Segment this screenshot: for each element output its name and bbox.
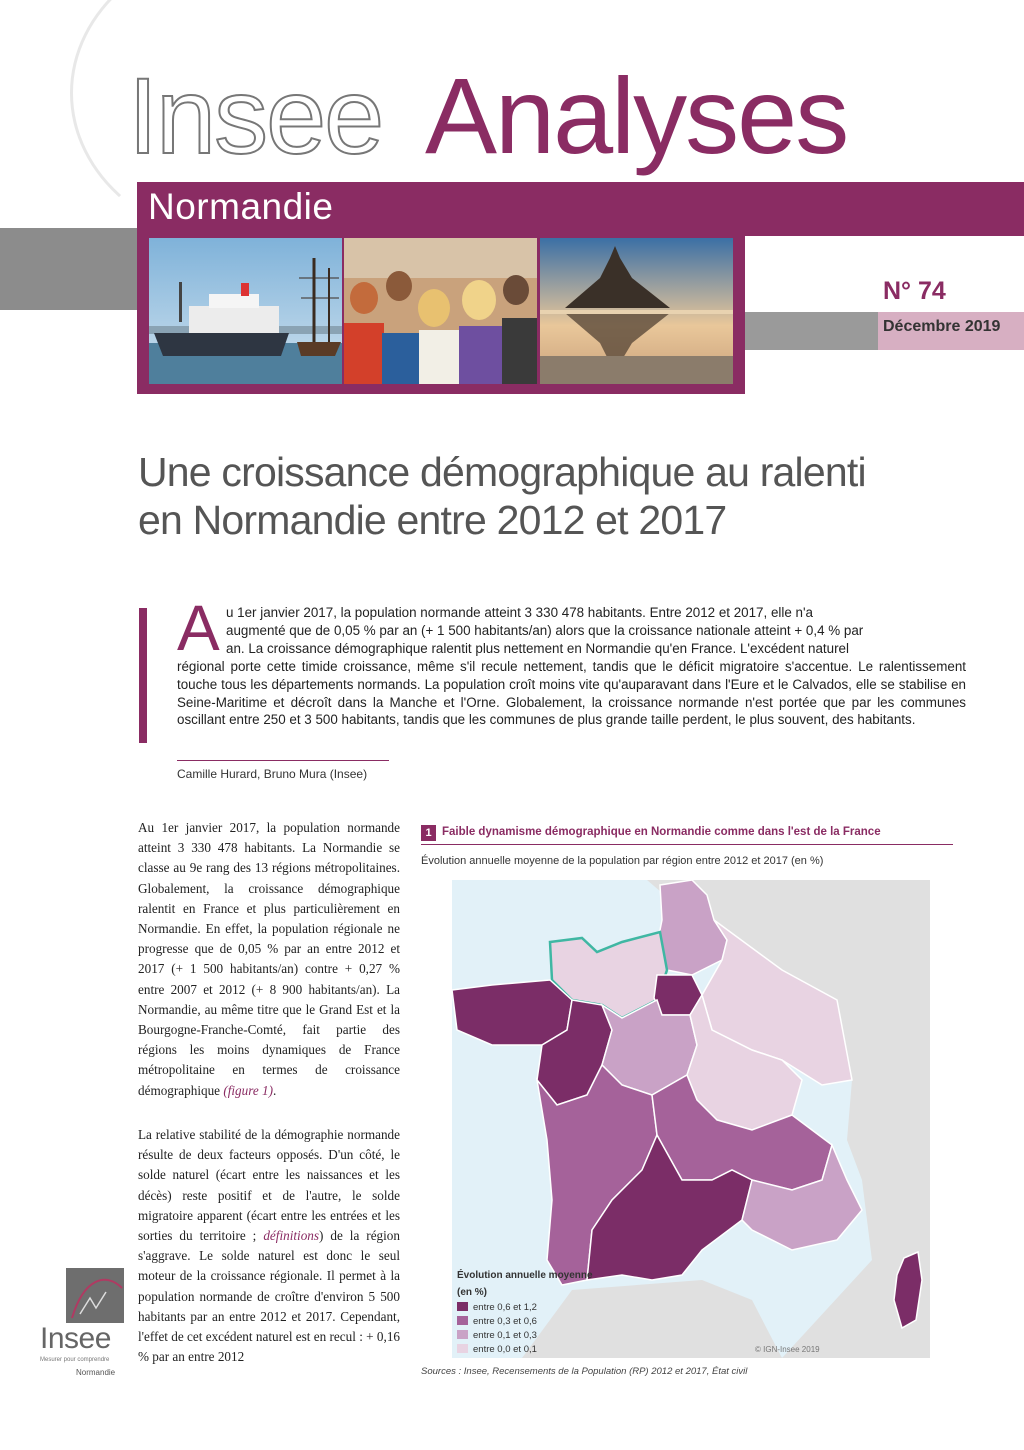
figure-title: Faible dynamisme démographique en Normandie comme dans l'est de la France <box>442 826 881 838</box>
body-paragraph-1 <box>138 818 400 1101</box>
france-regions-map <box>452 880 930 1358</box>
title-line-1: Une croissance démographique au ralenti <box>138 449 866 495</box>
body-p2-text: La relative stabilité de la démographie normande résulte de deux facteurs opposés. D'un côté, le solde naturel (écart entre les naissances et les décès) reste positif et de l'autre, le solde migratoire apparent (écart entre les entrées et les sorties du territoire ; <box>138 1127 400 1244</box>
author-line: Camille Hurard, Bruno Mura (Insee) <box>177 767 368 781</box>
region-bretagne <box>452 980 572 1045</box>
figure-title-rule <box>421 844 953 845</box>
legend-item <box>457 1316 537 1327</box>
body-p1-text: Au 1er janvier 2017, la population normande atteint 3 330 478 habitants. La Normandie se classe au 9e rang des 13 régions métropolitaines. Globalement, la croissance démographique ralentit en France et plus particulièrement en Normandie. En effet, la population régionale ne progresse que de 0,05 % par an entre 2012 et 2017 (+ 1 500 habitants/an) contre + 0,27 % entre 2007 et 2012 (+ 8 900 habitants/an). La Normandie, au même titre que le Grand Est et la Bourgogne-Franche-Comté, fait partie des régions les moins dynamiques de France métropolitaine en termes de croissance démographique <box>138 820 400 1098</box>
legend-unit: (en %) <box>457 1287 487 1298</box>
brand-insee: Insee <box>128 55 383 176</box>
insee-logo-mark <box>66 1268 124 1323</box>
crowd-photo <box>344 238 537 384</box>
mont-saint-michel-photo <box>540 238 733 384</box>
legend-swatch <box>457 1316 468 1325</box>
chapeau-dropcap: A <box>177 592 220 664</box>
legend-swatch <box>457 1302 468 1311</box>
legend-item <box>457 1344 537 1355</box>
title-line-2: en Normandie entre 2012 et 2017 <box>138 497 727 543</box>
insee-logo-word: Insee <box>40 1322 111 1355</box>
chapeau-line-3: an. La croissance démographique ralentit plus nettement en Normandie qu'en France. L'excédent naturel <box>226 641 849 656</box>
legend-label: entre 0,6 et 1,2 <box>473 1302 537 1313</box>
issue-date: Décembre 2019 <box>883 318 1001 335</box>
figure-number: 1 <box>421 825 436 841</box>
legend-item <box>457 1330 537 1341</box>
figure-subtitle: Évolution annuelle moyenne de la population par région entre 2012 et 2017 (en %) <box>421 855 824 867</box>
body-p1-end: . <box>273 1082 277 1098</box>
chapeau-rest: régional porte cette timide croissance, même s'il recule nettement, tandis que le déficit migratoire s'accentue. Le ralentissement touche tous les départements normands. La population croît moins vite qu'auparavant dans l'Eure et le Calvados, elle se stabilise en Seine-Maritime et décroît dans la Manche et l'Orne. Globalement, la croissance normande n'est portée que par les communes oscillant entre 250 et 3 500 habitants, tandis que les communes de plus grande taille perdent, le plus souvent, des habitants. <box>177 659 966 728</box>
legend-title: Évolution annuelle moyenne <box>457 1270 593 1281</box>
figure-1-reference-link[interactable]: (figure 1) <box>223 1082 274 1098</box>
map-copyright: © IGN-Insee 2019 <box>755 1345 820 1354</box>
chapeau-line-1: u 1er janvier 2017, la population normande atteint 3 330 478 habitants. Entre 2012 et 2017, elle n'a <box>226 605 813 620</box>
body-p2-end: ) de la région s'aggrave. Le solde naturel est donc le seul moteur de la croissance régionale. Il permet à la population normande de croître d'environ 5 500 habitants par an entre 2012 et 2017. Cependant, l'effet de cet excédent naturel est en recul : + 0,16 % par an entre 2012 <box>138 1228 400 1365</box>
chapeau-bar <box>139 608 147 743</box>
page-title <box>138 448 938 544</box>
chapeau-line-2: augmenté que de 0,05 % par an (+ 1 500 habitants/an) alors que la croissance nationale atteint + 0,4 % par <box>226 623 864 638</box>
figure-sources: Sources : Insee, Recensements de la Population (RP) 2012 et 2017, État civil <box>421 1366 748 1377</box>
harbour-ships-photo <box>149 238 342 384</box>
legend-label: entre 0,1 et 0,3 <box>473 1330 537 1341</box>
legend-swatch <box>457 1330 468 1339</box>
masthead-gray-band <box>0 228 137 310</box>
body-paragraph-2 <box>138 1125 400 1367</box>
issue-number: N° 74 <box>883 277 946 305</box>
legend-item <box>457 1302 537 1313</box>
brand-analyses: Analyses <box>425 55 848 176</box>
definitions-reference-link[interactable]: définitions <box>263 1228 320 1244</box>
legend-swatch <box>457 1344 468 1353</box>
region-label: Normandie <box>148 186 334 227</box>
insee-logo-tagline: Mesurer pour comprendre <box>40 1357 110 1363</box>
author-rule <box>177 760 389 761</box>
legend-label: entre 0,3 et 0,6 <box>473 1316 537 1327</box>
insee-logo-region: Normandie <box>76 1368 116 1377</box>
legend-label: entre 0,0 et 0,1 <box>473 1344 537 1355</box>
